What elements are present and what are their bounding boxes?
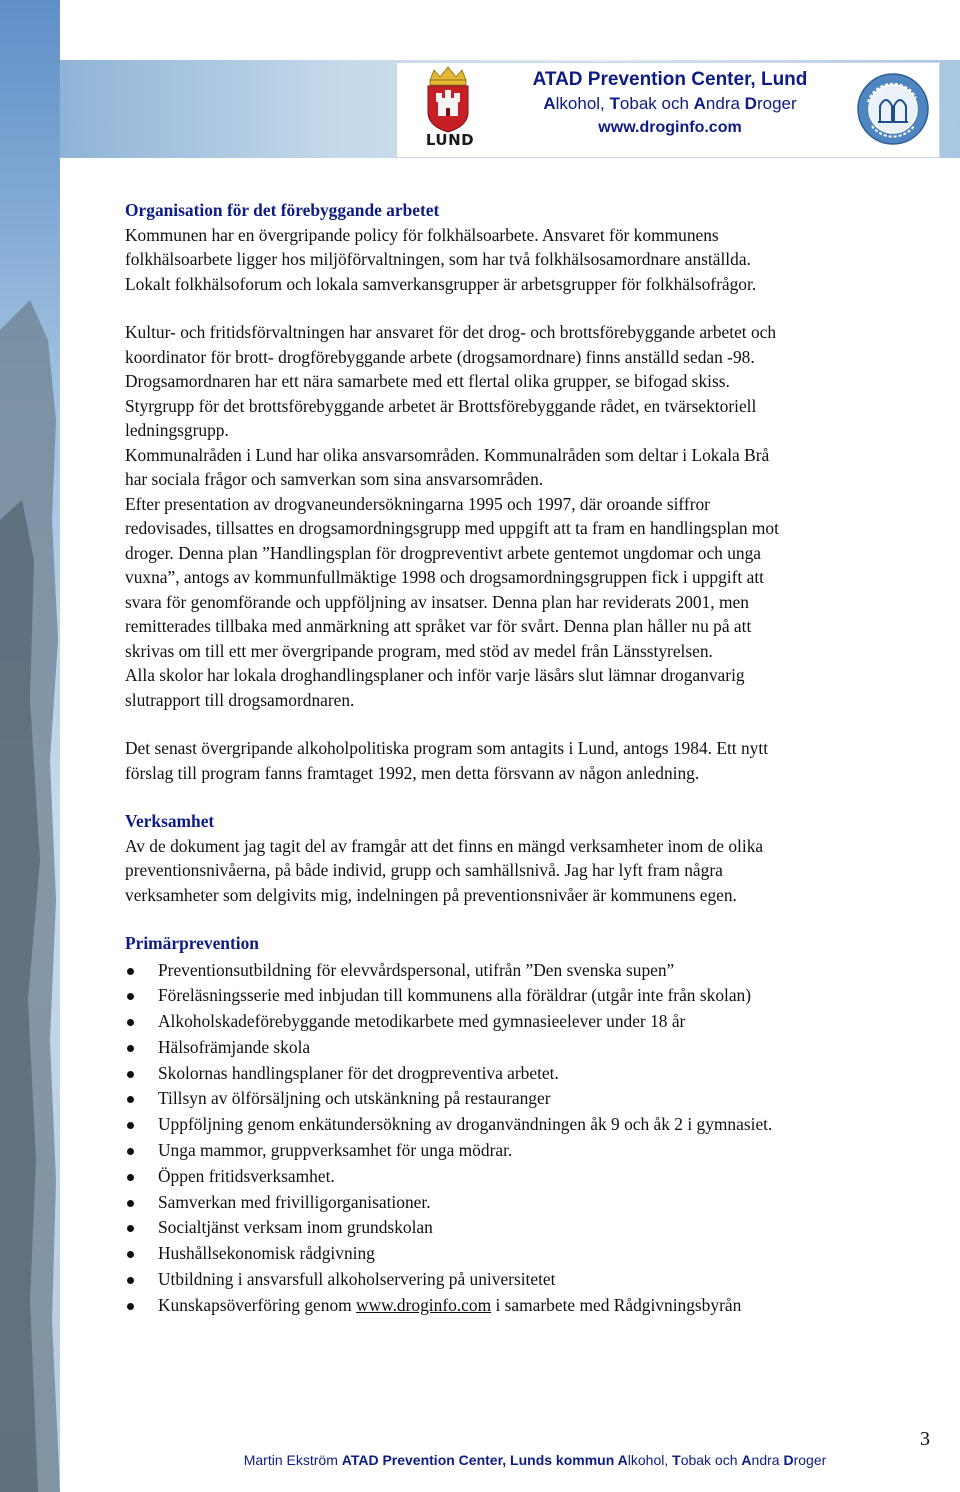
paragraph-line: verksamheter som delgivits mig, indelningen på preventionsnivåer är kommunens egen. <box>125 884 737 905</box>
list-item: Alkoholskadeförebyggande metodikarbete med gymnasieelever under 18 år <box>125 1009 940 1035</box>
paragraph-line: Styrgrupp för det brottsförebyggande arbetet är Brottsförebyggande rådet, en tvärsektoriell <box>125 395 757 416</box>
paragraph-line: svara för genomförande och uppföljning av insatser. Denna plan har reviderats 2001, men <box>125 591 749 612</box>
lund-logo-text: LUND <box>425 131 475 149</box>
paragraph-line: Lokalt folkhälsoforum och lokala samverkansgrupper är arbetsgrupper för folkhälsofrågor. <box>125 273 757 294</box>
list-item: Socialtjänst verksam inom grundskolan <box>125 1215 940 1241</box>
paragraph-line: folkhälsoarbete ligger hos miljöförvaltningen, som har två folkhälsosamordnare anställda. <box>125 249 751 269</box>
heading-organisation: Organisation för det förebyggande arbetet <box>125 200 440 220</box>
paragraph-line: koordinator för brott- drogförebyggande arbete (drogsamordnare) finns anställd sedan -98. <box>125 346 755 367</box>
header-brand <box>502 68 838 140</box>
paragraph-line: Det senast övergripande alkoholpolitiska program som antagits i Lund, antogs 1984. Ett nytt <box>125 738 769 758</box>
list-item: Unga mammor, gruppverksamhet för unga mödrar. <box>125 1138 940 1164</box>
paragraph-line: Drogsamordnaren har ett nära samarbete med ett flertal olika grupper, se bifogad skiss. <box>125 371 730 391</box>
list-item: Öppen fritidsverksamhet. <box>125 1164 940 1190</box>
list-item: Hushållsekonomisk rådgivning <box>125 1241 940 1267</box>
paragraph-line: Kommunalråden i Lund har olika ansvarsområden. Kommunalråden som deltar i Lokala Brå <box>125 444 770 465</box>
list-item: Uppföljning genom enkätundersökning av droganvändningen åk 9 och åk 2 i gymnasiet. <box>125 1112 940 1138</box>
list-item: Hälsofrämjande skola <box>125 1035 940 1061</box>
paragraph-line: förslag till program fanns framtaget 1992, men detta försvann av någon anledning. <box>125 762 700 783</box>
paragraph-line: remitterades tillbaka med anmärkning att språket var för svårt. Denna plan håller nu på att <box>125 616 752 636</box>
heading-verksamhet: Verksamhet <box>125 811 215 831</box>
header-subtitle: Alkohol, Tobak och Andra Droger <box>543 94 797 113</box>
primary-prevention-list <box>125 958 940 1319</box>
footer: Martin Ekström ATAD Prevention Center, Lunds kommun Alkohol, Tobak och Andra Droger <box>243 1452 827 1468</box>
list-item: Samverkan med frivilligorganisationer. <box>125 1190 940 1216</box>
droginfo-link[interactable]: www.droginfo.com <box>356 1294 492 1315</box>
paragraph-line: redovisades, tillsattes en drogsamordningsgrupp med uppgift att ta fram en handlingsplan mot <box>125 518 779 538</box>
paragraph-line: Av de dokument jag tagit del av framgår att det finns en mängd verksamheter inom de olika <box>125 835 764 856</box>
paragraph-line: Kultur- och fritidsförvaltningen har ansvaret för det drog- och brottsförebyggande arbetet och <box>125 322 777 342</box>
paragraph-line: ledningsgrupp. <box>125 420 229 440</box>
list-item: Tillsyn av ölförsäljning och utskänkning på restauranger <box>125 1086 940 1112</box>
decorative-left-edge <box>0 0 120 1492</box>
paragraph-line: droger. Denna plan ”Handlingsplan för drogpreventivt arbete gentemot ungdomar och unga <box>125 542 762 563</box>
list-item: Kunskapsöverföring genom www.droginfo.com i samarbete med Rådgivningsbyrån <box>125 1293 940 1319</box>
paragraph-line: har sociala frågor och samverkan som sina ansvarsområden. <box>125 469 544 489</box>
paragraph-line: vuxna”, antogs av kommunfullmäktige 1998 och drogsamordningsgruppen fick i uppgift att <box>125 567 764 587</box>
paragraph-line: skrivas om till ett mer övergripande program, med stöd av medel från Länsstyrelsen. <box>125 640 713 661</box>
heading-primarprevention: Primärprevention <box>125 933 259 953</box>
header-website-link[interactable]: www.droginfo.com <box>598 119 742 136</box>
paragraph-line: preventionsnivåerna, på både individ, grupp och samhällsnivå. Jag har lyft fram några <box>125 860 723 880</box>
list-item: Preventionsutbildning för elevvårdspersonal, utifrån ”Den svenska supen” <box>125 958 940 984</box>
list-item: Skolornas handlingsplaner för det drogpreventiva arbetet. <box>125 1061 940 1087</box>
paragraph-line: Efter presentation av drogvaneundersökningarna 1995 och 1997, där oroande siffror <box>125 493 710 514</box>
paragraph-line: Kommunen har en övergripande policy för folkhälsoarbete. Ansvaret för kommunens <box>125 224 719 245</box>
page-number: 3 <box>920 1428 930 1450</box>
droginfo-seal-logo <box>856 72 930 146</box>
header-title: ATAD Prevention Center, Lund <box>532 69 808 90</box>
paragraph-line: Alla skolor har lokala droghandlingsplaner och inför varje läsårs slut lämnar droganvarig <box>125 665 745 685</box>
list-item: Utbildning i ansvarsfull alkoholservering på universitetet <box>125 1267 940 1293</box>
paragraph-line: slutrapport till drogsamordnaren. <box>125 689 355 710</box>
document-body <box>125 198 940 1319</box>
list-item: Föreläsningsserie med inbjudan till kommunens alla föräldrar (utgår inte från skolan) <box>125 983 940 1009</box>
